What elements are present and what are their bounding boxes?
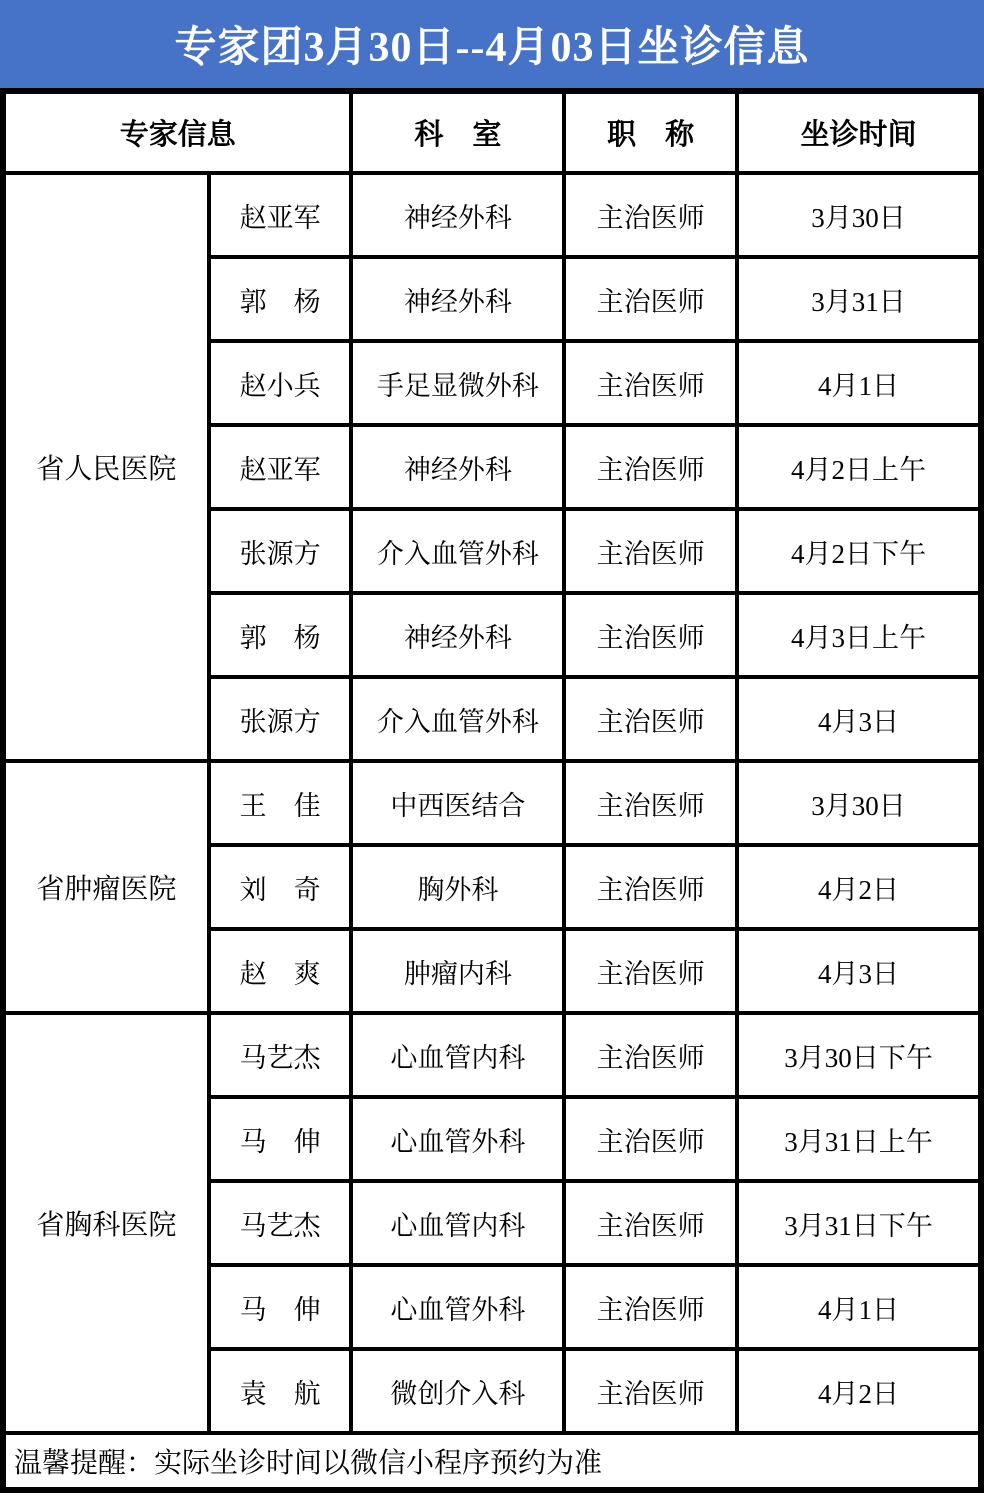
page-title: 专家团3月30日--4月03日坐诊信息 <box>174 25 810 71</box>
title-bar <box>0 0 984 88</box>
footer-row <box>3 1433 981 1490</box>
cell-time: 3月31日 <box>737 257 981 341</box>
cell-name: 赵亚军 <box>209 173 352 257</box>
cell-name: 马 伸 <box>209 1097 352 1181</box>
cell-name: 郭 杨 <box>209 593 352 677</box>
cell-name: 马艺杰 <box>209 1013 352 1097</box>
cell-time: 4月1日 <box>737 341 981 425</box>
hospital-cell: 省肿瘤医院 <box>3 761 209 1013</box>
cell-job-title: 主治医师 <box>564 509 737 593</box>
cell-name: 赵小兵 <box>209 341 352 425</box>
cell-job-title: 主治医师 <box>564 1013 737 1097</box>
cell-department: 心血管外科 <box>351 1265 564 1349</box>
cell-time: 4月3日 <box>737 929 981 1013</box>
cell-job-title: 主治医师 <box>564 1097 737 1181</box>
col-header-department: 科 室 <box>351 91 564 173</box>
cell-name: 马 伸 <box>209 1265 352 1349</box>
cell-department: 介入血管外科 <box>351 509 564 593</box>
cell-department: 神经外科 <box>351 257 564 341</box>
cell-job-title: 主治医师 <box>564 341 737 425</box>
cell-department: 手足显微外科 <box>351 341 564 425</box>
cell-department: 中西医结合 <box>351 761 564 845</box>
cell-time: 4月2日上午 <box>737 425 981 509</box>
cell-department: 心血管内科 <box>351 1181 564 1265</box>
table-row <box>3 173 981 257</box>
footer-note: 温馨提醒：实际坐诊时间以微信小程序预约为准 <box>3 1433 981 1490</box>
col-header-schedule-time: 坐诊时间 <box>737 91 981 173</box>
cell-job-title: 主治医师 <box>564 1265 737 1349</box>
cell-job-title: 主治医师 <box>564 845 737 929</box>
cell-name: 赵亚军 <box>209 425 352 509</box>
cell-time: 3月31日下午 <box>737 1181 981 1265</box>
cell-department: 微创介入科 <box>351 1349 564 1433</box>
cell-name: 郭 杨 <box>209 257 352 341</box>
cell-department: 介入血管外科 <box>351 677 564 761</box>
col-header-expert-info: 专家信息 <box>3 91 351 173</box>
cell-job-title: 主治医师 <box>564 257 737 341</box>
cell-name: 张源方 <box>209 509 352 593</box>
cell-name: 袁 航 <box>209 1349 352 1433</box>
cell-department: 心血管外科 <box>351 1097 564 1181</box>
cell-job-title: 主治医师 <box>564 761 737 845</box>
cell-job-title: 主治医师 <box>564 1181 737 1265</box>
cell-time: 4月3日 <box>737 677 981 761</box>
cell-time: 3月31日上午 <box>737 1097 981 1181</box>
cell-department: 肿瘤内科 <box>351 929 564 1013</box>
table-row <box>3 761 981 845</box>
cell-name: 赵 爽 <box>209 929 352 1013</box>
cell-name: 王 佳 <box>209 761 352 845</box>
cell-department: 神经外科 <box>351 173 564 257</box>
cell-job-title: 主治医师 <box>564 173 737 257</box>
cell-time: 4月2日 <box>737 1349 981 1433</box>
cell-name: 张源方 <box>209 677 352 761</box>
cell-time: 3月30日 <box>737 173 981 257</box>
cell-job-title: 主治医师 <box>564 425 737 509</box>
hospital-cell: 省人民医院 <box>3 173 209 761</box>
schedule-table <box>0 88 984 1493</box>
cell-name: 刘 奇 <box>209 845 352 929</box>
cell-department: 神经外科 <box>351 593 564 677</box>
cell-job-title: 主治医师 <box>564 1349 737 1433</box>
cell-job-title: 主治医师 <box>564 677 737 761</box>
table-body <box>3 173 981 1433</box>
cell-name: 马艺杰 <box>209 1181 352 1265</box>
cell-time: 4月2日 <box>737 845 981 929</box>
header-row <box>3 91 981 173</box>
cell-time: 4月1日 <box>737 1265 981 1349</box>
hospital-cell: 省胸科医院 <box>3 1013 209 1433</box>
cell-department: 神经外科 <box>351 425 564 509</box>
cell-job-title: 主治医师 <box>564 593 737 677</box>
col-header-job-title: 职 称 <box>564 91 737 173</box>
cell-department: 胸外科 <box>351 845 564 929</box>
cell-department: 心血管内科 <box>351 1013 564 1097</box>
cell-time: 4月2日下午 <box>737 509 981 593</box>
cell-time: 3月30日下午 <box>737 1013 981 1097</box>
cell-time: 4月3日上午 <box>737 593 981 677</box>
cell-job-title: 主治医师 <box>564 929 737 1013</box>
table-header <box>3 91 981 173</box>
table-footer <box>3 1433 981 1490</box>
table-row <box>3 1013 981 1097</box>
cell-time: 3月30日 <box>737 761 981 845</box>
